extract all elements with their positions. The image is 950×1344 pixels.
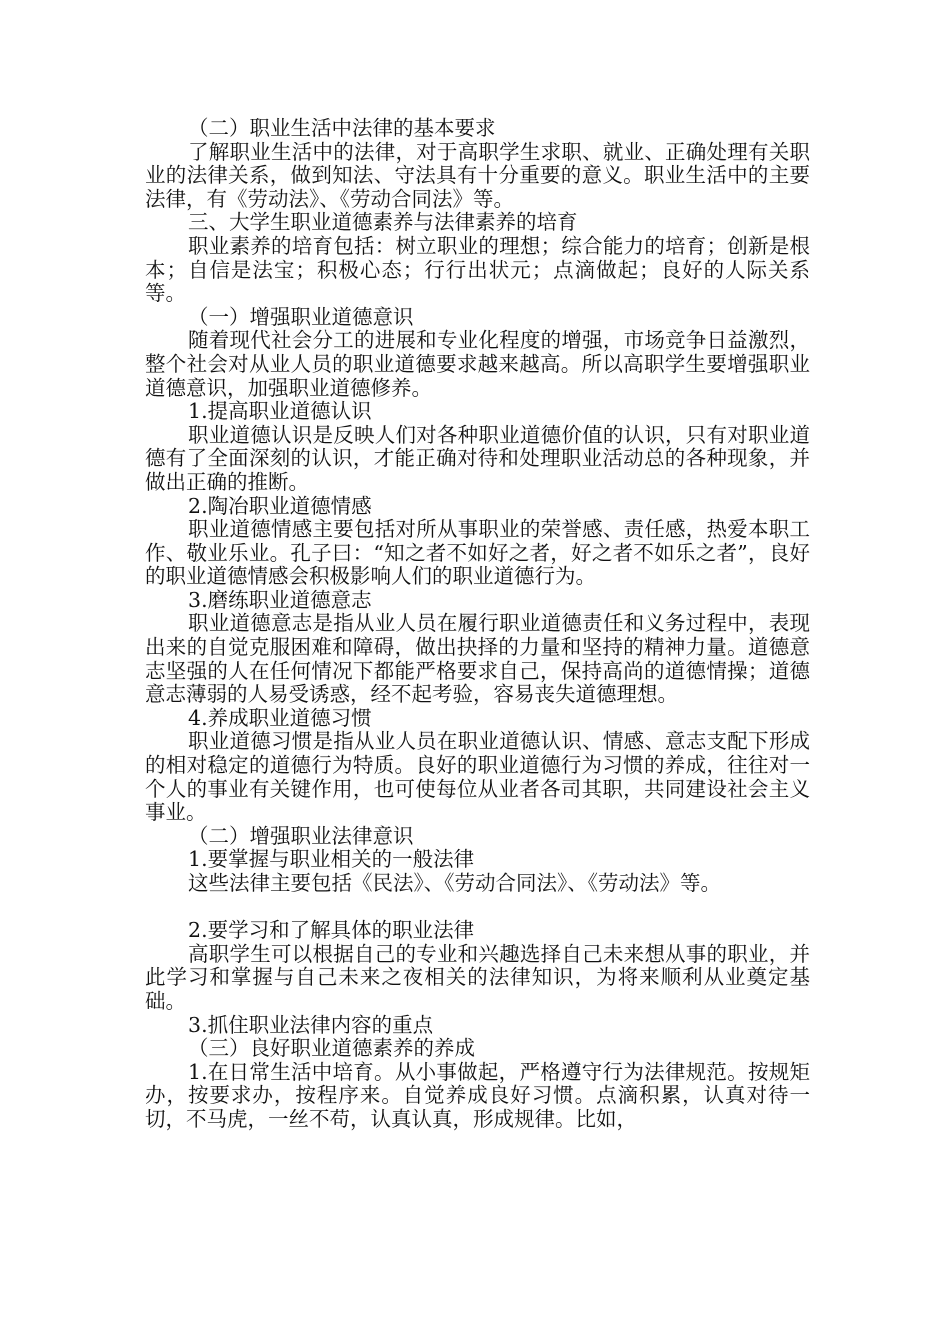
section-heading: （三）良好职业道德素养的养成 [188, 1036, 476, 1061]
subsection-heading: 1.要掌握与职业相关的一般法律 [188, 847, 475, 872]
subsection-heading: 2.要学习和了解具体的职业法律 [188, 918, 475, 943]
section-heading: （二）职业生活中法律的基本要求 [188, 116, 496, 140]
body-paragraph: 职业道德意志是指从业人员在履行职业道德责任和义务过程中，表现出来的自觉克服困难和障碍，做出抉择的力量和坚持的精神力量。道德意志坚强的人在任何情况下都能严格要求自己，保持高尚的道德情操；道德意志薄弱的人易受诱惑，经不起考验，容易丧失道德理想。 [145, 611, 810, 707]
body-paragraph: 高职学生可以根据自己的专业和兴趣选择自己未来想从事的职业，并此学习和掌握与自己未来之夜相关的法律知识，为将来顺利从业奠定基础。 [145, 941, 810, 1013]
blank-line [145, 896, 810, 920]
body-paragraph: 职业道德情感主要包括对所从事职业的荣誉感、责任感，热爱本职工作、敬业乐业。孔子曰：“知之者不如好之者，好之者不如乐之者”，良好的职业道德情感会积极影响人们的职业道德行为。 [145, 517, 810, 589]
body-paragraph: 职业素养的培育包括：树立职业的理想；综合能力的培育；创新是根本；自信是法宝；积极心态；行行出状元；点滴做起；良好的人际关系等。 [145, 233, 810, 306]
document-page [145, 117, 810, 1132]
body-paragraph: 随着现代社会分工的进展和专业化程度的增强，市场竞争日益激烈，整个社会对从业人员的职业道德要求越来越高。所以高职学生要增强职业道德意识，加强职业道德修养。 [145, 328, 810, 400]
subsection-heading: 3.抓住职业法律内容的重点 [188, 1012, 434, 1037]
subsection-heading: 4.养成职业道德习惯 [188, 705, 372, 730]
subsection-heading: 2.陶冶职业道德情感 [188, 493, 372, 518]
section-heading: （一）增强职业道德意识 [188, 304, 414, 329]
section-heading: （二）增强职业法律意识 [188, 823, 414, 848]
body-paragraph: 职业道德认识是反映人们对各种职业道德价值的认识，只有对职业道德有了全面深刻的认识，才能正确对待和处理职业活动总的各种现象，并做出正确的推断。 [145, 422, 810, 494]
body-paragraph: 1.在日常生活中培育。从小事做起，严格遵守行为法律规范。按规矩办，按要求办，按程序来。自觉养成良好习惯。点滴积累，认真对待一切，不马虎，一丝不苟，认真认真，形成规律。比如， [145, 1059, 810, 1131]
subsection-heading: 1.提高职业道德认识 [188, 399, 372, 424]
section-heading: 三、大学生职业道德素养与法律素养的培育 [188, 210, 578, 235]
body-paragraph: 了解职业生活中的法律，对于高职学生求职、就业、正确处理有关职业的法律关系，做到知法、守法具有十分重要的意义。职业生活中的主要法律，有《劳动法》、《劳动合同法》等。 [145, 139, 810, 211]
subsection-heading: 3.磨练职业道德意志 [188, 587, 372, 612]
body-paragraph: 这些法律主要包括《民法》、《劳动合同法》、《劳动法》等。 [188, 871, 722, 895]
body-paragraph: 职业道德习惯是指从业人员在职业道德认识、情感、意志支配下形成的相对稳定的道德行为特质。良好的职业道德行为习惯的养成，往往对一个人的事业有关键作用，也可使每位从业者各司其职，共同建设社会主义事业。 [145, 729, 810, 825]
